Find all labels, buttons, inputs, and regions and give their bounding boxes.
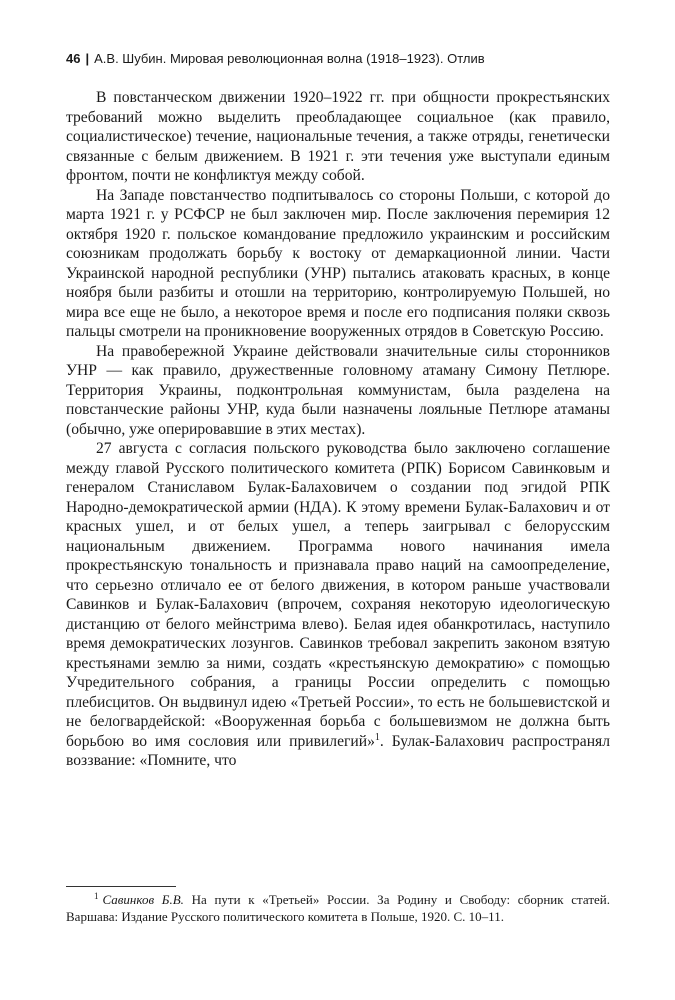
paragraph (66, 439, 610, 771)
main-text (66, 88, 610, 771)
paragraph: В повстанческом движении 1920–1922 гг. при общности прокрестьянских требований можно выделить преобладающее социальное (как правило, социалистическое) течение, национальные течения, а также отряды, генетически связанные с белым движением. В 1921 г. эти течения уже выступали единым фронтом, почти не конфликтуя между собой. (66, 89, 610, 184)
running-head (66, 51, 606, 67)
page-number: 46 (66, 51, 81, 66)
paragraph-continuation: . Булак-Балахович распространял воззвание: «Помните, что (66, 732, 610, 769)
footnote-text: На пути к «Третьей» России. За Родину и Свободу: сборник статей. Варшава: Издание Русского политического комитета в Польше, 1920. С. 10–11. (66, 892, 610, 924)
footnote-mark: 1 (94, 890, 99, 901)
paragraph-text: 27 августа с согласия польского руководства было заключено соглашение между главой Русского политического комитета (РПК) Борисом Савинковым и генералом Станиславом Булак-Балаховичем о создании под эгидой РПК Народно-демократической армии (НДА). К этому времени Булак-Балахович и от красных ушел, и от белых ушел, а теперь заигрывал с белорусским национальным движением. Программа нового начинания имела прокрестьянскую тональность и признавала право наций на самоопределение, что серьезно отличало ее от белого движения, в котором раньше участвовали Савинков и Булак-Балахович (впрочем, сохраняя некоторую идеологическую дистанцию от белого мейнстрима влево). Белая идея обанкротилась, наступило время демократических лозунгов. Савинков требовал закрепить законом взятую крестьянами землю за ними, создать «крестьянскую демократию» с помощью Учредительного собрания, а границы России определить с помощью плебисцитов. Он выдвинул идею «Третьей России», то есть не большевистской и не белогвардейской: «Вооруженная борьба с большевизмом не должна быть борьбою во имя сословия или привилегий» (66, 440, 610, 750)
footnote (66, 891, 610, 925)
paragraph: На правобережной Украине действовали значительные силы сторонников УНР — как правило, дружественные головному атаману Симону Петлюре. Территория Украины, подконтрольная коммунистам, была разделена на повстанческие районы УНР, куда были назначены лояльные Петлюре атаманы (обычно, уже оперировавшие в этих местах). (66, 342, 610, 438)
footnotes (66, 891, 610, 925)
header-separator: | (85, 51, 90, 66)
running-title: А.В. Шубин. Мировая революционная волна (1918–1923). Отлив (94, 51, 485, 66)
footnote-author: Савинков Б.В. (102, 892, 184, 907)
paragraph: На Западе повстанчество подпитывалось со стороны Польши, с которой до марта 1921 г. у РСФСР не был заключен мир. После заключения перемирия 12 октября 1920 г. польское командование предложило украинским и российским союзникам продолжать борьбу к востоку от демаркационной линии. Части Украинской народной республики (УНР) пытались атаковать красных, в конце ноября были разбиты и отошли на территорию, контролируемую Польшей, но мира все еще не было, а некоторое время и после его подписания поляки сквозь пальцы смотрели на проникновение вооруженных отрядов в Советскую Россию. (66, 186, 610, 340)
footnote-divider (66, 886, 176, 887)
footnote-reference[interactable]: 1 (374, 731, 380, 743)
